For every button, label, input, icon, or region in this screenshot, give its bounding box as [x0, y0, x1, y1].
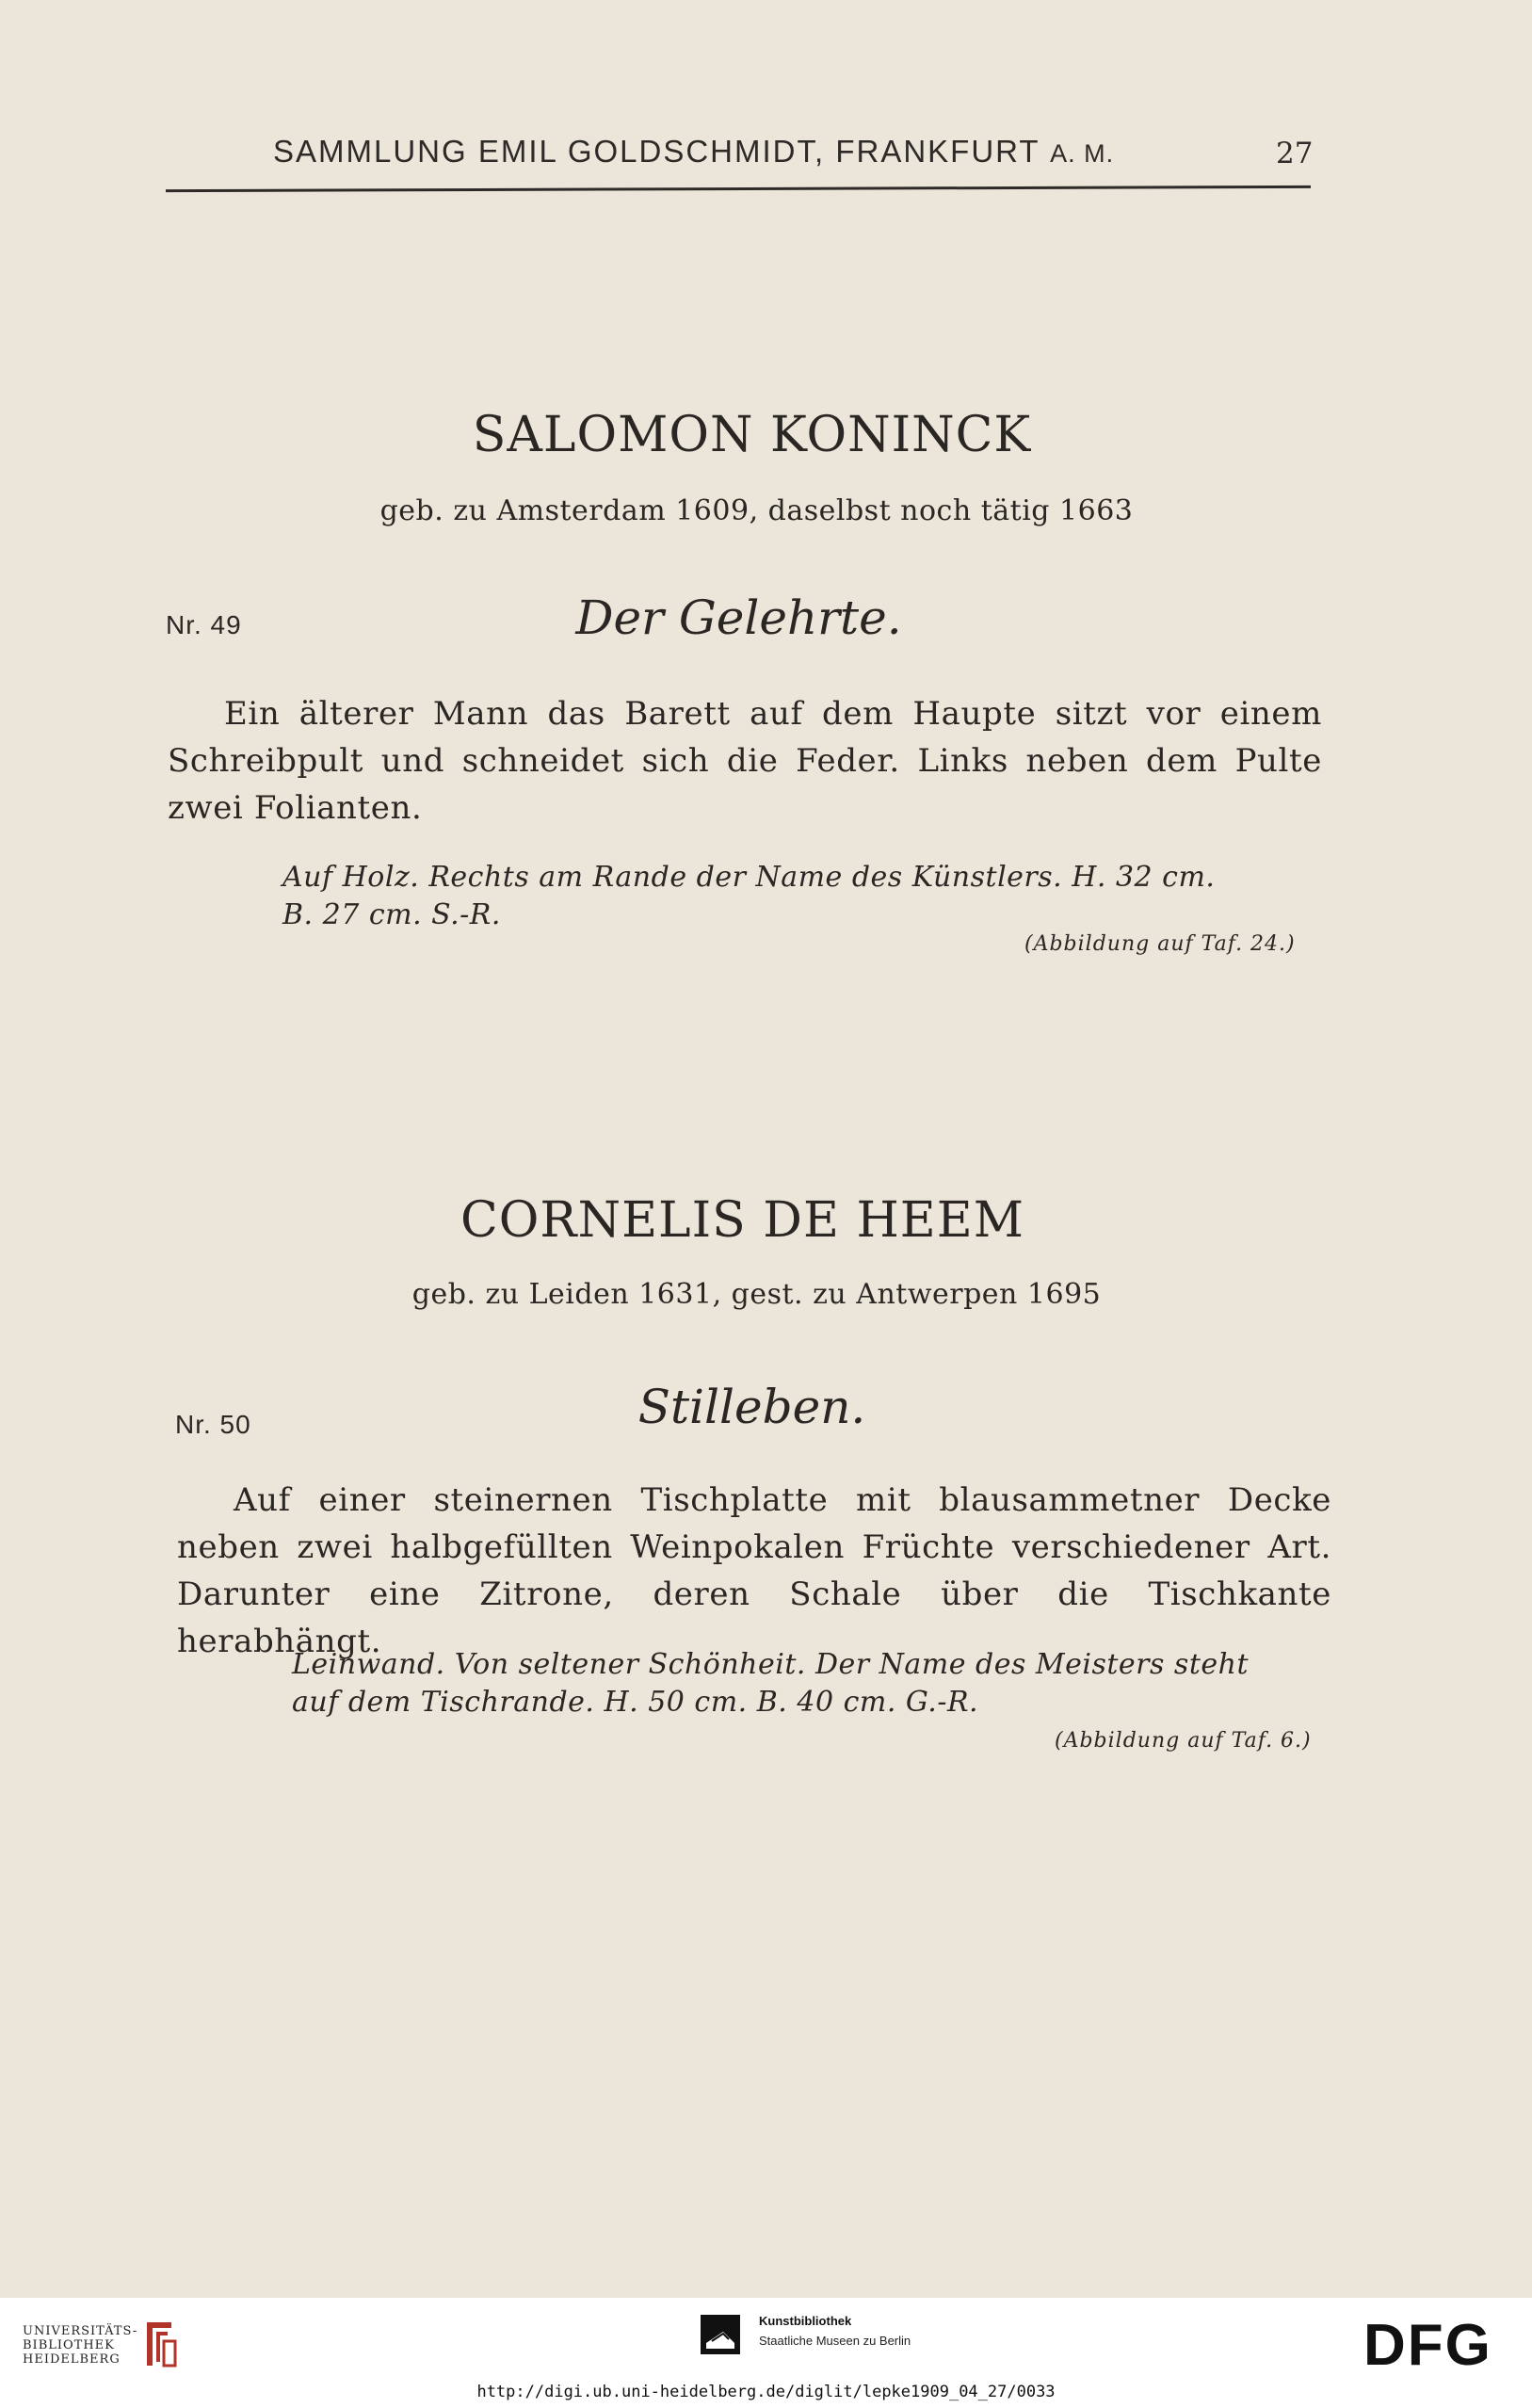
illustration-reference: (Abbildung auf Taf. 6.)	[1055, 1729, 1312, 1753]
artist-bio: geb. zu Leiden 1631, gest. zu Antwerpen 1695	[411, 1278, 1102, 1311]
work-notes-line: auf dem Tischrande. H. 50 cm. B. 40 cm. G.-R.	[292, 1686, 979, 1719]
work-description: Auf einer steinernen Tischplatte mit blausammetner Decke neben zwei halbgefüllten Weinpokalen Früchte verschiedener Art. Darunter eine Zitrone, deren Schale über die Tischkante herabhängt.	[177, 1481, 1331, 1660]
page-number: 27	[1276, 137, 1314, 170]
work-notes	[282, 859, 1328, 934]
catalog-number: Nr. 49	[166, 610, 242, 639]
kunstbibliothek-logo-icon	[701, 2315, 740, 2354]
catalog-number: Nr. 50	[175, 1410, 251, 1439]
running-head-text: SAMMLUNG EMIL GOLDSCHMIDT, FRANKFURT	[273, 134, 1040, 169]
artist-name: CORNELIS DE HEEM	[460, 1192, 1024, 1249]
work-title: Stilleben.	[637, 1380, 866, 1434]
illustration-reference: (Abbildung auf Taf. 24.)	[1024, 932, 1296, 956]
header-rule	[166, 186, 1311, 192]
library-subtitle: Staatliche Museen zu Berlin	[759, 2334, 911, 2348]
work-notes	[292, 1646, 1337, 1721]
work-notes-line: Auf Holz. Rechts am Rande der Name des Künstlers. H. 32 cm.	[282, 861, 1216, 894]
work-notes-line: B. 27 cm. S.-R.	[282, 898, 501, 931]
running-head	[273, 134, 1114, 170]
work-title: Der Gelehrte.	[575, 590, 902, 645]
university-library-logo-text: UNIVERSITÄTS- BIBLIOTHEK HEIDELBERG	[23, 2324, 138, 2367]
running-head-suffix: A. M.	[1050, 139, 1115, 168]
library-name: Kunstbibliothek	[759, 2314, 852, 2328]
source-url[interactable]: http://digi.ub.uni-heidelberg.de/diglit/lepke1909_04_27/0033	[476, 2383, 1056, 2401]
artist-bio: geb. zu Amsterdam 1609, daselbst noch tätig 1663	[379, 494, 1134, 527]
work-description: Ein älterer Mann das Barett auf dem Haupte sitzt vor einem Schreibpult und schneidet sich die Feder. Links neben dem Pulte zwei Folianten.	[168, 695, 1322, 827]
work-notes-line: Leinwand. Von seltener Schönheit. Der Name des Meisters steht	[292, 1648, 1250, 1681]
university-library-logo-icon	[139, 2319, 179, 2369]
artist-name: SALOMON KONINCK	[472, 407, 1032, 463]
dfg-logo: DFG	[1363, 2313, 1492, 2378]
